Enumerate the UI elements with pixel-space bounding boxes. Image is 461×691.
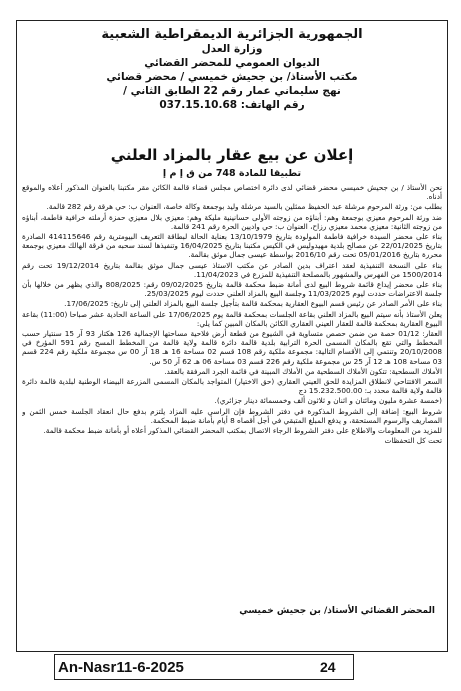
page-number: 24 (320, 659, 336, 675)
notice-title: إعلان عن بيع عقار بالمزاد العلني (110, 146, 354, 164)
bailiff-signature: المحضر القضائي الأستاذ/ بن جحيش خميسي (239, 606, 435, 616)
paragraph: السعر الافتتاحي لانطلاق المزايدة للحق العيني العقاري (حق الاختيار) المتواجد بالمكان المسمى المزرعة البيضاء الوطنية لبلدية قالمة دائرة قالمة ولاية قالمة محدد بـ: 15.232.500.00 دج (22, 377, 442, 396)
paragraph: للمزيد من المعلومات والاطلاع على دفتر الشروط الرجاء الاتصال بمكتب المحضر القضائي المذكور أعلاه أو بأمانة ضبط محكمة قالمة. (43, 426, 442, 436)
paragraph: نحن الأستاذ / بن جحيش خميسي محضر قضائي لدى دائرة اختصاص مجلس قضاء قالمة الكائن مقر مكتبنا بالعنوان المذكور أعلاه والموقع أدناه. (22, 183, 442, 202)
paragraph: بناء على الأمر الصادر عن رئيس قسم البيوع العقارية بمحكمة قالمة بتأجيل جلسة البيع بالمزاد العلني إلى تاريخ: 17/06/2025. (64, 299, 442, 309)
paragraph: (خمسة عشرة مليون ومائتان و اثنان و ثلاثون ألف وخمسمائة دينار جزائري). (214, 396, 442, 406)
paragraph: تحت كل التحفظات (384, 436, 442, 446)
paragraph: العقار: 01/12 حصة من ضمن حصص متساوية في الشيوع من قطعة أرض فلاحية مساحتها الإجمالية 126 هكتار 93 آر 15 سنتيار حسب المخطط والتي تقع بالمكان المسمى الحرة الترابية بلدية قالمة دائرة قالمة ولاية قالمة من المخطط المسح رقم 591 المؤرخ في 20/10/2008 وتنتمي إلى الأقسام التالية: مجموعة ملكية رقم 108 قسم 02 مساحة 16 هـ 18 آر 00 س مجموعة ملكية رقم 224 قسم 03 مساحة 108 هـ 12 آر 25 س مجموعة ملكية رقم 226 قسم 03 مساحة 06 هـ 62 آر 50 س. (22, 329, 442, 366)
paragraph: بناء على محضر السيدة خرافية فاطمة المولودة بتاريخ 13/10/1979 بعناية الحالة لبطاقة التعريف البيومترية رقم 414115646 الصادرة بتاريخ 22/01/2025 عن مصالح بلدية مهيدوليس في الكيس مكتبنا بتاريخ 16/04/2025 وتنفيذها لسند سحبه من فرقة الهالك معيزي بوجمعة محررة بتاريخ 05/01/2016 تحت رقم 2016/10 بواسطة عيسى جمال موثق بقالمة. (22, 232, 442, 260)
office-address: نهج سليماني عمار رقم 22 الطابق الثاني / (123, 85, 341, 97)
paragraph: بناء على محضر إيداع قائمة شروط البيع لدى أمانة ضبط محكمة قالمة بتاريخ 09/02/2025 رقم: 808/2025 والذي يظهر من خلالها بأن جلسة الاعتراضات حددت ليوم 11/03/2025 وجلسة البيع بالمزاد العلني حددت ليوم 25/03/2025. (22, 280, 442, 299)
notice-body (22, 183, 442, 603)
office-phone: رقم الهاتف: 037.15.10.68 (159, 99, 305, 111)
notice-header (16, 28, 448, 112)
office-name: الديوان العمومي للمحضر القضائي (144, 57, 320, 69)
bailiff-office: مكتب الأستاذ/ بن جحيش خميسي / محضر قضائي (106, 71, 358, 83)
republic-name: الجمهورية الجزائرية الديمقراطية الشعبية (101, 27, 363, 42)
paragraph: الأملاك السطحية: تتكون الأملاك السطحية من الأملاك المبينة في قائمة الجرد المرفقة بالعقد. (164, 366, 442, 376)
paragraph: بناء على النسخة التنفيذية لعقد اعتراف بدين الصادر عن مكتب الاستاذ عيسى جمال موثق بقالمة بتاريخ 19/12/2014 تحت رقم 1500/2014 من الفهرس والمشهور بالمصلحة التنفيذية للمزرع في 11/04/2023. (22, 260, 442, 279)
notice-subtitle: تطبيقا للمادة 748 من ق إ م إ (162, 168, 302, 179)
paragraph: بطلب من: ورثة المرحوم مرشلة عبد الحفيظ ممثلين بالسيد مرشلة وليد بوجمعة وكالة خاصة، العنوان ب: حي هرقة رقم 282 قالمة. (46, 202, 442, 212)
paragraph: يعلن الأستاذ بأنه سيتم البيع بالمزاد العلني بقاعة الجلسات بمحكمة قالمة يوم 17/06/2025 على الساعة الحادية عشر صباحا (11:00) بقاعة البيوع العقارية بمحكمة قالمة للعقار العيني العقاري الكائن بالمكان المبين كما يلي: (22, 309, 442, 328)
publication-label: An-Nasr11-6-2025 (58, 659, 184, 676)
paragraph: شروط البيع: إضافة إلى الشروط المذكورة في دفتر الشروط فإن الراسي عليه المزاد يلتزم بدفع حال انعقاد الجلسة خمس الثمن و المصاريف والرسوم المستحقة، و يدفع المبلغ المتبقي في أجل أقصاه 8 أيام بأمانة ضبط المحكمة. (22, 406, 442, 425)
ministry-name: وزارة العدل (201, 43, 263, 55)
paragraph: ضد ورثة المرحوم معيزي بوجمعة وهم: أبناؤه من زوجته الأولى حسانينية مليكة وهم: معيزي بلال معيزي حمزة أرملته خرافية فاطمة، أبناؤه من زوجته الثانية: معيزي محمد معيزي رزاح، العنوان ب: حي واديين الحرة رقم 241 قالمة. (22, 212, 442, 231)
